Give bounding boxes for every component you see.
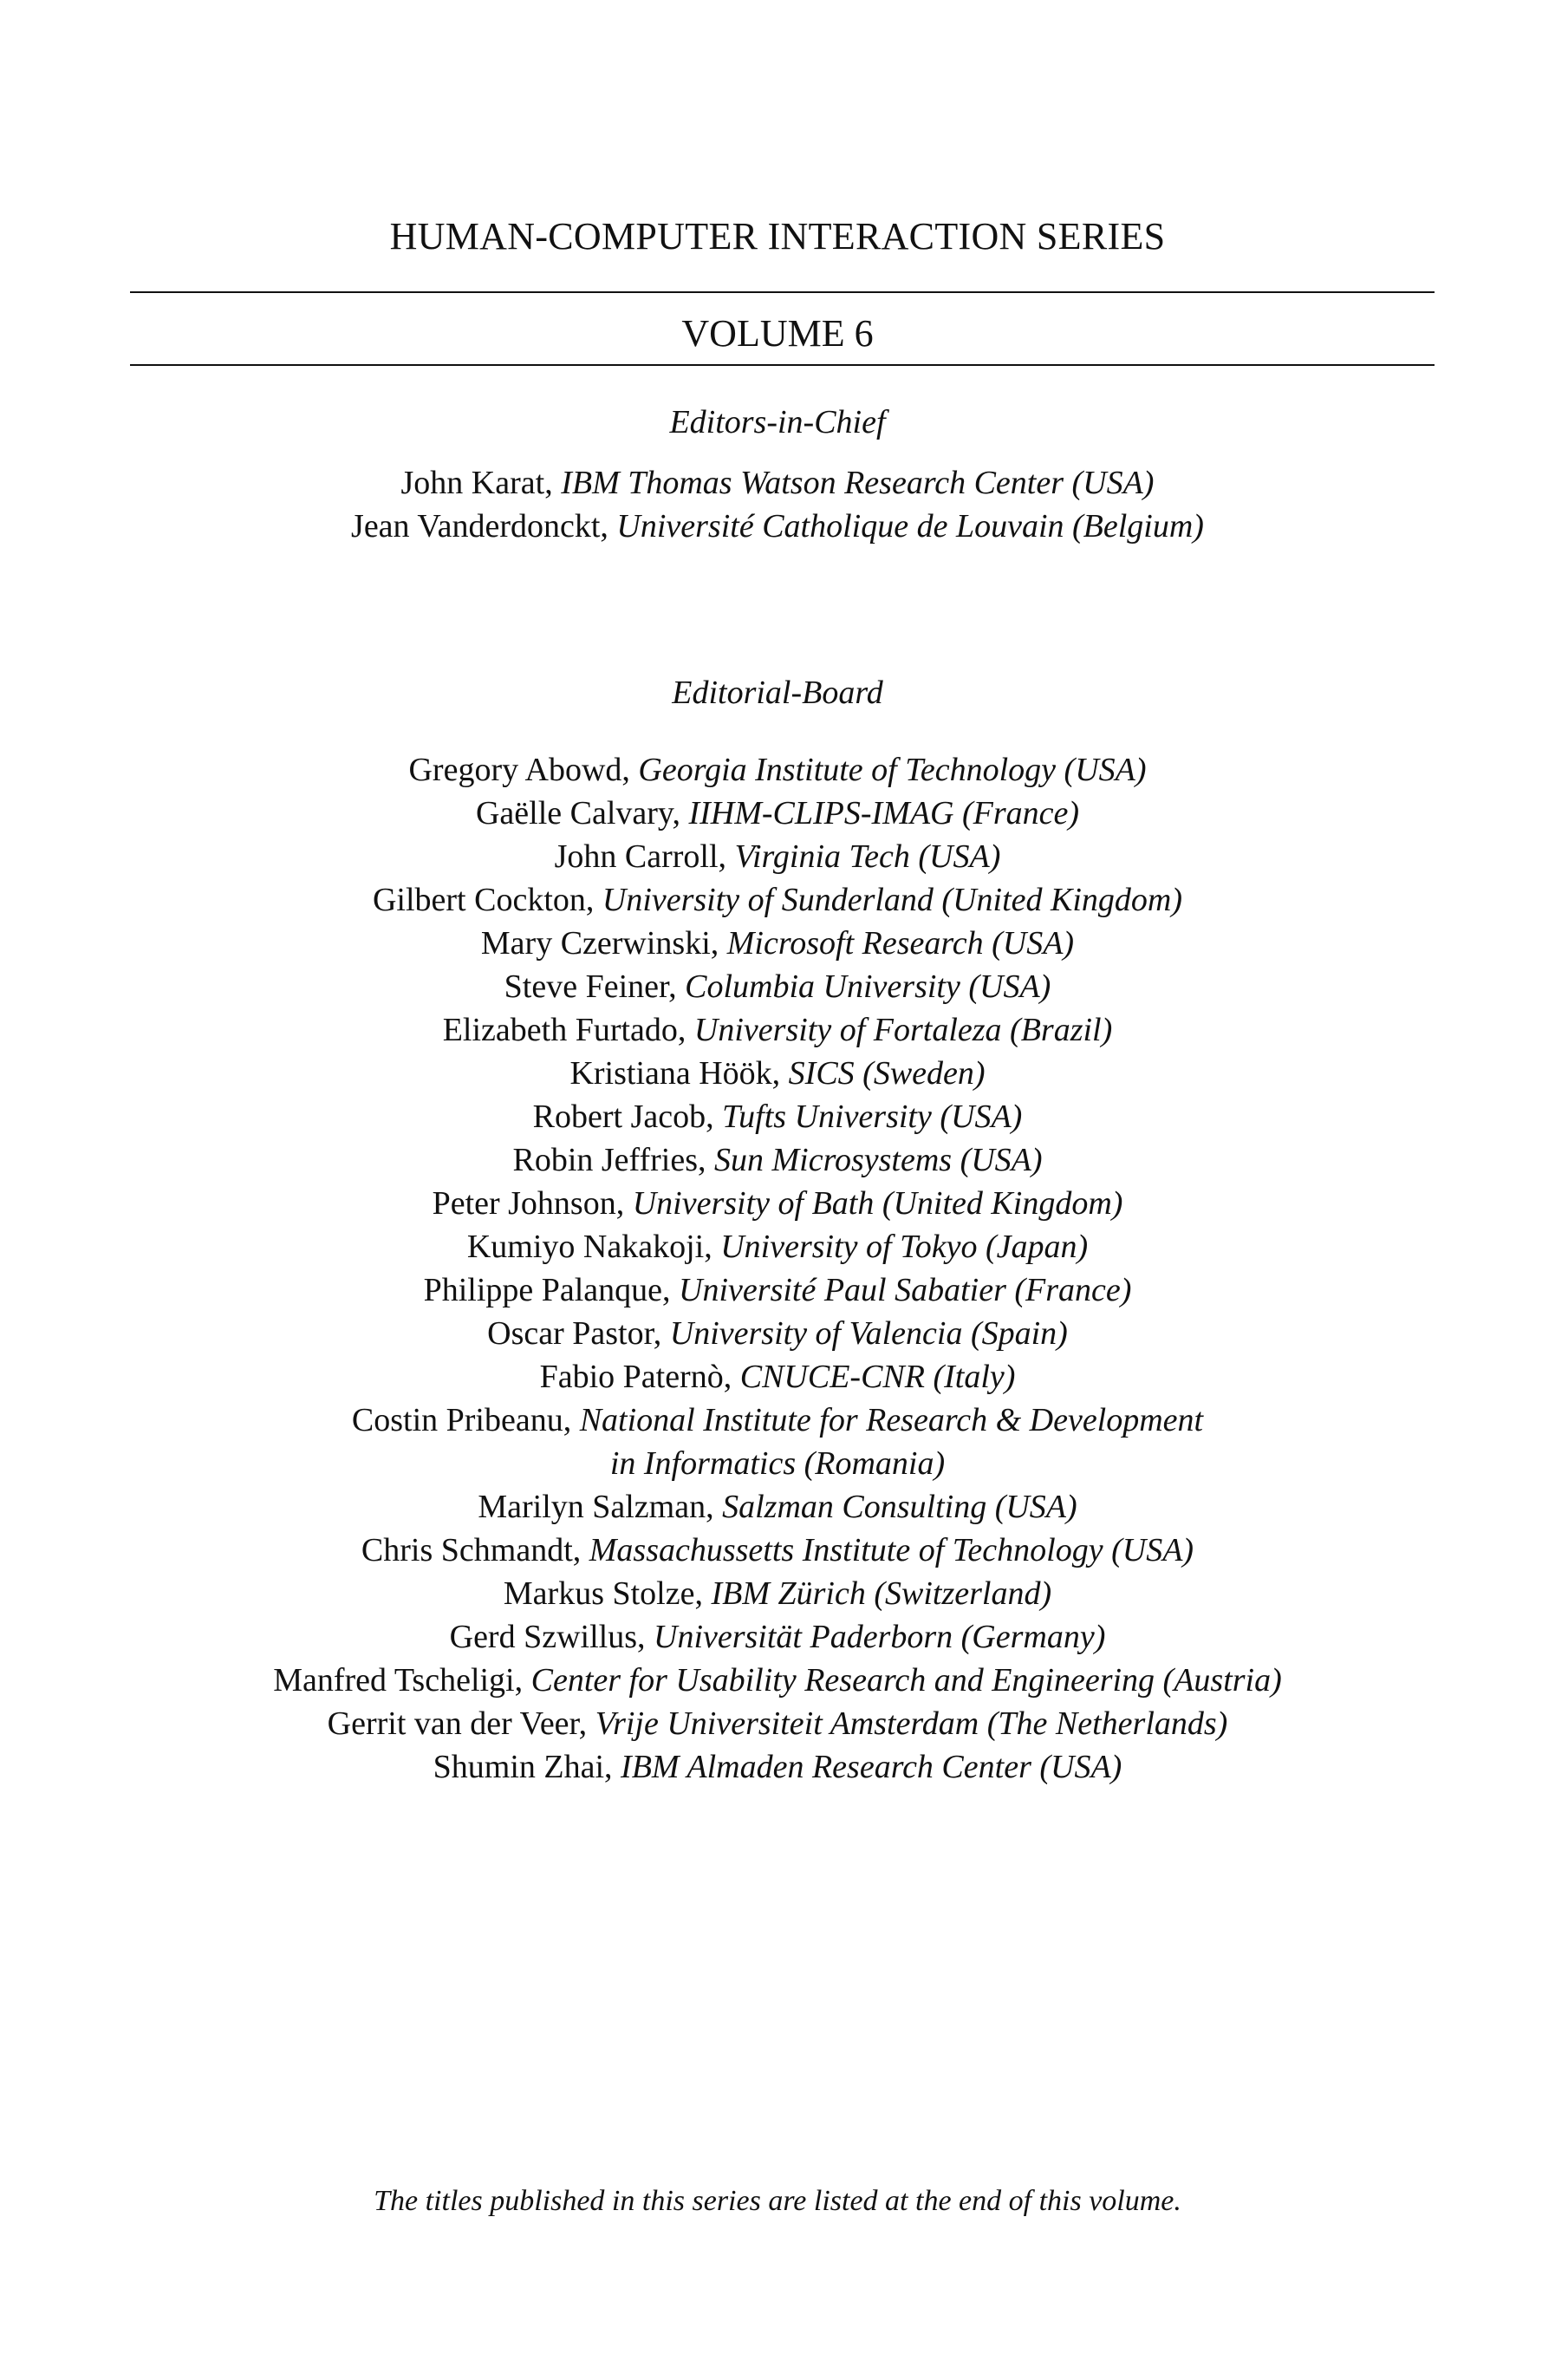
board-member-entry xyxy=(0,1745,1555,1789)
board-member-entry xyxy=(0,1268,1555,1312)
board-member-name: Marilyn Salzman, xyxy=(478,1489,714,1525)
board-member-entry xyxy=(0,922,1555,965)
board-member-affiliation: SICS (Sweden) xyxy=(788,1055,986,1092)
board-member-name: John Carroll, xyxy=(554,838,727,875)
board-member-name: Gerd Szwillus, xyxy=(449,1619,646,1655)
board-member-affiliation: University of Fortaleza (Brazil) xyxy=(693,1012,1113,1048)
board-member-affiliation: Universität Paderborn (Germany) xyxy=(654,1619,1106,1655)
board-member-entry xyxy=(0,748,1555,792)
board-member-entry xyxy=(0,1008,1555,1052)
board-member-entry xyxy=(0,1659,1555,1702)
board-member-entry xyxy=(0,1702,1555,1745)
board-member-affiliation: Salzman Consulting (USA) xyxy=(722,1489,1077,1525)
board-member-name: Mary Czerwinski, xyxy=(480,925,719,962)
board-member-entry xyxy=(0,1529,1555,1572)
editor-affiliation: Université Catholique de Louvain (Belgium) xyxy=(616,508,1204,544)
board-member-affiliation: Vrije Universiteit Amsterdam (The Netherlands) xyxy=(595,1705,1228,1742)
board-member-affiliation: IBM Almaden Research Center (USA) xyxy=(621,1749,1122,1785)
board-member-name: Peter Johnson, xyxy=(432,1185,625,1222)
board-member-entry xyxy=(0,1485,1555,1529)
board-member-entry xyxy=(0,1182,1555,1225)
board-member-affiliation: Virginia Tech (USA) xyxy=(734,838,1001,875)
editor-in-chief-entry xyxy=(0,461,1555,505)
bottom-rule xyxy=(130,364,1435,366)
board-member-name: Shumin Zhai, xyxy=(433,1749,613,1785)
board-member-name: Markus Stolze, xyxy=(503,1575,703,1612)
board-member-name: Manfred Tscheligi, xyxy=(273,1662,524,1699)
board-member-name: Kristiana Höök, xyxy=(569,1055,781,1092)
board-member-name: Gregory Abowd, xyxy=(408,752,630,788)
board-member-entry xyxy=(0,1442,1555,1485)
board-member-name: Fabio Paternò, xyxy=(539,1359,732,1395)
board-member-affiliation: Center for Usability Research and Engineering (Austria) xyxy=(530,1662,1282,1699)
editors-in-chief-heading: Editors-in-Chief xyxy=(669,404,886,440)
editorial-board-list xyxy=(0,748,1555,1789)
editor-in-chief-entry xyxy=(0,505,1555,548)
board-member-name: Chris Schmandt, xyxy=(361,1532,582,1568)
board-member-affiliation: Université Paul Sabatier (France) xyxy=(679,1272,1132,1308)
editorial-board-heading: Editorial-Board xyxy=(672,675,883,711)
board-member-name: Costin Pribeanu, xyxy=(351,1402,572,1438)
board-member-entry xyxy=(0,1572,1555,1615)
board-member-affiliation: University of Sunderland (United Kingdom) xyxy=(602,882,1183,918)
board-member-entry xyxy=(0,792,1555,835)
top-rule xyxy=(130,291,1435,293)
board-member-affiliation: National Institute for Research & Development xyxy=(579,1402,1204,1438)
board-member-entry xyxy=(0,1138,1555,1182)
board-member-entry xyxy=(0,878,1555,922)
board-member-entry xyxy=(0,1052,1555,1095)
board-member-name: Robin Jeffries, xyxy=(512,1142,706,1178)
board-member-name: Philippe Palanque, xyxy=(423,1272,671,1308)
board-member-affiliation: Sun Microsystems (USA) xyxy=(714,1142,1043,1178)
board-member-name: Steve Feiner, xyxy=(504,968,677,1005)
board-member-name: Gilbert Cockton, xyxy=(372,882,595,918)
board-member-name: Gaëlle Calvary, xyxy=(475,795,680,831)
board-member-affiliation: Massachussetts Institute of Technology (USA) xyxy=(589,1532,1194,1568)
editor-name: Jean Vanderdonckt, xyxy=(351,508,608,544)
board-member-affiliation: University of Bath (United Kingdom) xyxy=(632,1185,1123,1222)
board-member-affiliation: IBM Zürich (Switzerland) xyxy=(711,1575,1052,1612)
volume-title: VOLUME 6 xyxy=(681,312,874,355)
board-member-affiliation: Tufts University (USA) xyxy=(722,1099,1023,1135)
board-member-affiliation: IIHM-CLIPS-IMAG (France) xyxy=(688,795,1080,831)
board-member-affiliation: University of Valencia (Spain) xyxy=(669,1315,1068,1352)
board-member-entry xyxy=(0,1312,1555,1355)
editors-in-chief-list xyxy=(0,461,1555,548)
board-member-name: Gerrit van der Veer, xyxy=(327,1705,588,1742)
board-member-entry xyxy=(0,1355,1555,1399)
board-member-entry xyxy=(0,965,1555,1008)
board-member-entry xyxy=(0,1399,1555,1442)
board-member-name: Kumiyo Nakakoji, xyxy=(466,1229,712,1265)
editor-affiliation: IBM Thomas Watson Research Center (USA) xyxy=(561,465,1155,501)
board-member-affiliation: in Informatics (Romania) xyxy=(609,1445,946,1482)
series-title: HUMAN-COMPUTER INTERACTION SERIES xyxy=(389,215,1166,258)
series-listing-note: The titles published in this series are listed at the end of this volume. xyxy=(374,2185,1181,2217)
board-member-affiliation: Georgia Institute of Technology (USA) xyxy=(638,752,1147,788)
board-member-affiliation: University of Tokyo (Japan) xyxy=(720,1229,1089,1265)
board-member-entry xyxy=(0,1615,1555,1659)
board-member-affiliation: CNUCE-CNR (Italy) xyxy=(739,1359,1016,1395)
board-member-affiliation: Columbia University (USA) xyxy=(685,968,1051,1005)
editor-name: John Karat, xyxy=(400,465,553,501)
board-member-name: Elizabeth Furtado, xyxy=(442,1012,686,1048)
board-member-name: Oscar Pastor, xyxy=(487,1315,662,1352)
board-member-affiliation: Microsoft Research (USA) xyxy=(726,925,1075,962)
board-member-entry xyxy=(0,1095,1555,1138)
board-member-name: Robert Jacob, xyxy=(532,1099,714,1135)
board-member-entry xyxy=(0,835,1555,878)
board-member-entry xyxy=(0,1225,1555,1268)
